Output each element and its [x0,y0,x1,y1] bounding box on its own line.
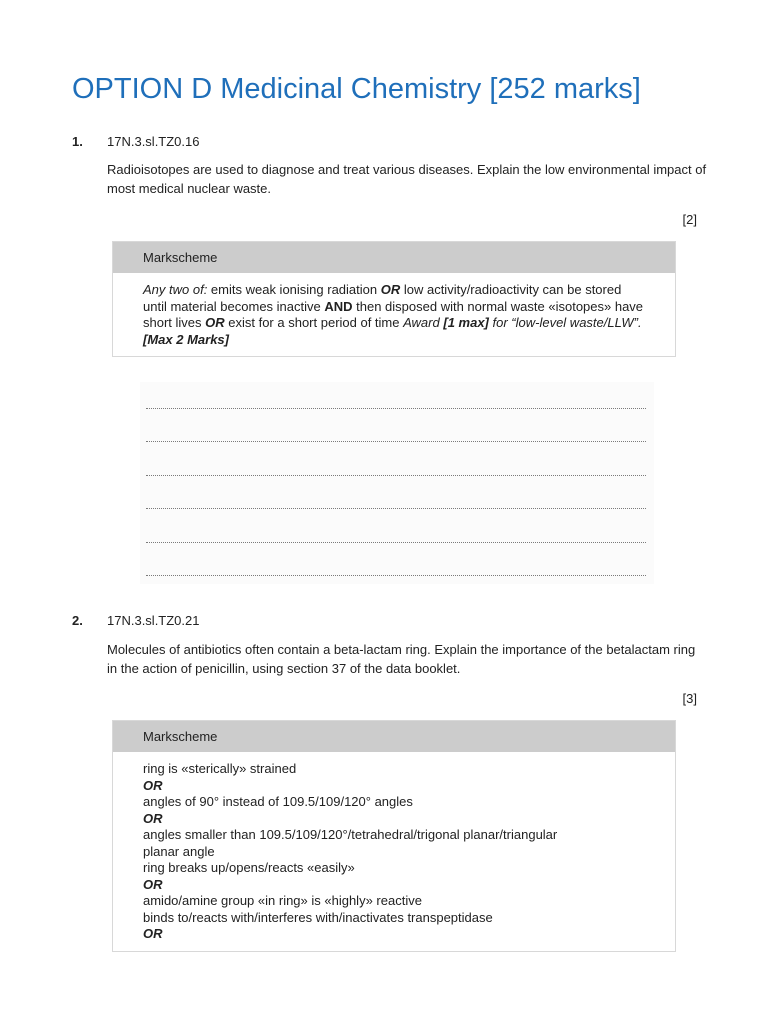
question-number: 2. [72,613,83,628]
question-text: Radioisotopes are used to diagnose and treat various diseases. Explain the low environmental impact of most medical nuclear waste. [107,162,707,196]
markscheme-text: low activity/radioactivity can be stored until material becomes inactive [143,282,622,314]
answer-line [146,575,646,576]
answer-line [146,475,646,476]
question-code: 17N.3.sl.TZ0.21 [107,613,200,628]
markscheme-or: OR [143,777,163,793]
markscheme-one-max: [1 max] [443,315,489,330]
markscheme-body [113,273,675,356]
answer-line [146,408,646,409]
question-text: Molecules of antibiotics often contain a beta-lactam ring. Explain the importance of the betalactam ring in the action of penicillin, using section 37 of the data booklet. [107,642,696,676]
answer-area[interactable] [140,382,654,584]
markscheme-or: OR [143,926,163,941]
markscheme-for-text: for “low-level waste/LLW”. [492,315,642,330]
markscheme-max-marks: [Max 2 Marks] [143,331,229,347]
question-number: 1. [72,134,83,149]
markscheme-line: ring is «sterically» strained [143,761,297,776]
markscheme-text: then disposed with normal waste «isotopes» have short lives [143,298,644,330]
markscheme-line: planar angle [143,843,215,859]
answer-line [146,508,646,509]
page-title: OPTION D Medicinal Chemistry [252 marks] [72,73,641,105]
markscheme-any-two: Any two of: [143,282,208,297]
markscheme-line: angles smaller than 109.5/109/120°/tetrahedral/trigonal planar/triangular [143,827,558,842]
markscheme-or: OR [380,282,401,297]
answer-line [146,441,646,442]
markscheme-line: amido/amine group «in ring» is «highly» reactive [143,893,422,908]
question-marks: [3] [682,691,697,706]
markscheme-line: ring breaks up/opens/reacts «easily» [143,860,355,875]
markscheme-header: Markscheme [113,721,675,752]
markscheme-text: exist for a short period of time [224,315,404,330]
markscheme-line: binds to/reacts with/interferes with/inactivates transpeptidase [143,909,493,925]
markscheme-header: Markscheme [113,242,675,273]
markscheme-box [112,720,676,952]
answer-line [146,542,646,543]
question-marks: [2] [682,212,697,227]
markscheme-or: OR [143,810,163,826]
markscheme-box [112,241,676,357]
markscheme-award: Award [403,315,440,330]
markscheme-line: angles of 90° instead of 109.5/109/120° angles [143,794,413,809]
question-code: 17N.3.sl.TZ0.16 [107,134,200,149]
markscheme-text: emits weak ionising radiation [207,282,381,297]
markscheme-or: OR [143,876,163,892]
markscheme-body [113,752,675,951]
markscheme-and: AND [324,298,353,314]
markscheme-or: OR [205,315,225,330]
